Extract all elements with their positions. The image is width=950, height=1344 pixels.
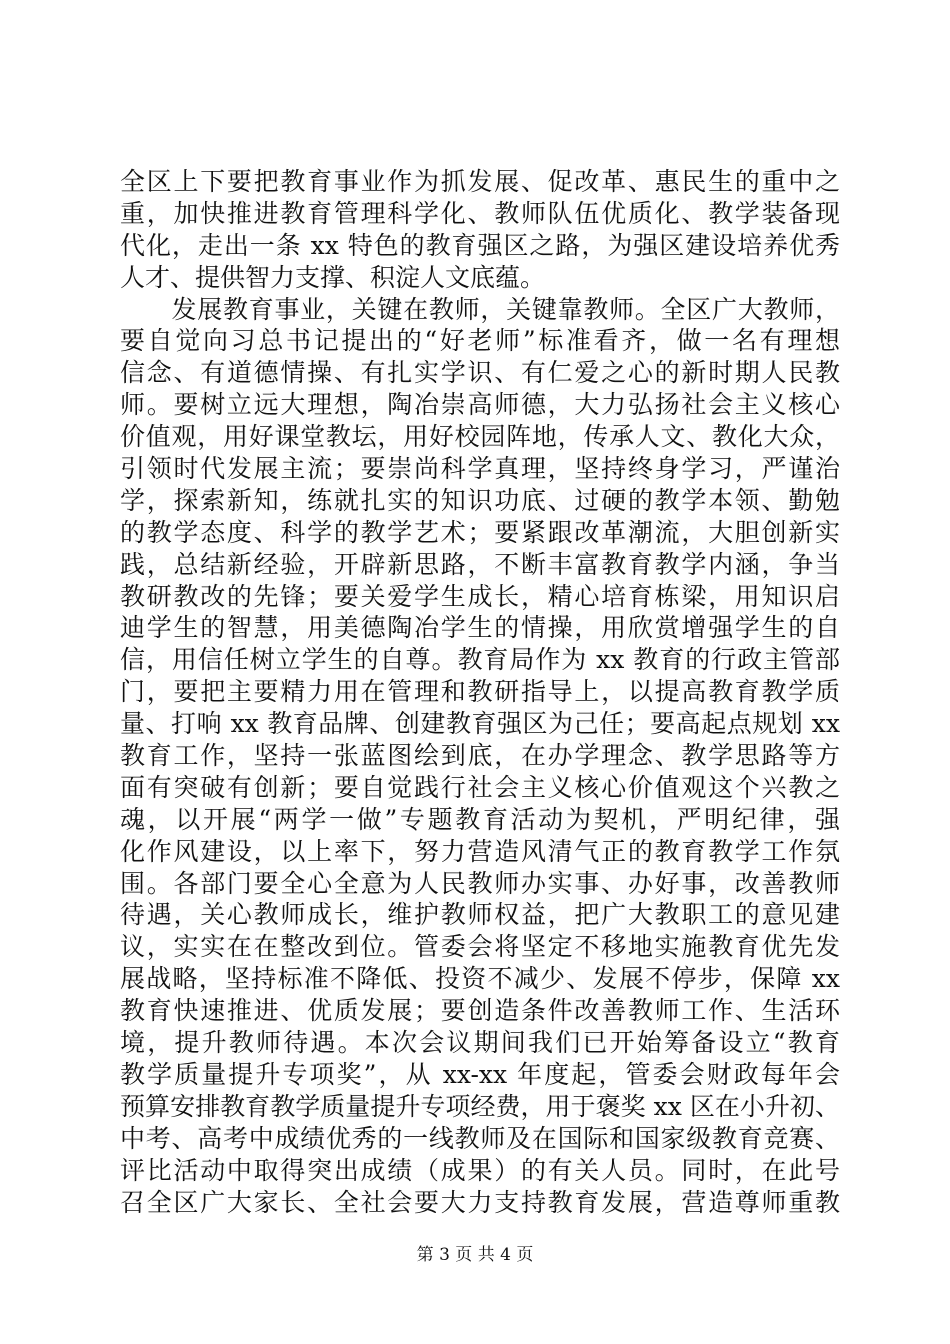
text-line: 要自觉向习总书记提出的“好老师”标准看齐，做一名有理想	[120, 326, 840, 356]
text-line: 中考、高考中成绩优秀的一线教师及在国际和国家级教育竞赛、	[120, 1123, 840, 1153]
text-line: 信念、有道德情操、有扎实学识、有仁爱之心的新时期人民教	[120, 358, 840, 388]
text-line: 的教学态度、科学的教学艺术；要紧跟改革潮流，大胆创新实	[120, 517, 840, 547]
text-line: 学，探索新知，练就扎实的知识功底、过硬的教学本领、勤勉	[120, 485, 840, 515]
text-line: 教学质量提升专项奖”，从 xx-xx 年度起，管委会财政每年会	[120, 1059, 840, 1089]
text-line: 全区上下要把教育事业作为抓发展、促改革、惠民生的重中之	[120, 167, 840, 196]
text-line: 量、打响 xx 教育品牌、创建教育强区为己任；要高起点规划 xx	[120, 709, 840, 739]
text-line: 教育工作，坚持一张蓝图绘到底，在办学理念、教学思路等方	[120, 741, 840, 771]
text-line: 教研教改的先锋；要关爱学生成长，精心培育栋梁，用知识启	[120, 581, 840, 611]
text-line: 信，用信任树立学生的自尊。教育局作为 xx 教育的行政主管部	[120, 645, 840, 675]
text-line: 围。各部门要全心全意为人民教师办实事、办好事，改善教师	[120, 868, 840, 898]
text-line: 魂，以开展“两学一做”专题教育活动为契机，严明纪律，强	[120, 804, 840, 834]
text-line: 评比活动中取得突出成绩（成果）的有关人员。同时，在此号	[120, 1155, 840, 1185]
text-line: 师。要树立远大理想，陶冶崇高师德，大力弘扬社会主义核心	[120, 390, 840, 420]
text-line: 召全区广大家长、全社会要大力支持教育发展，营造尊师重教	[120, 1187, 840, 1217]
text-line: 展战略，坚持标准不降低、投资不减少、发展不停步，保障 xx	[120, 964, 840, 994]
text-line: 价值观，用好课堂教坛，用好校园阵地，传承人文、教化大众，	[120, 422, 840, 452]
text-line: 重，加快推进教育管理科学化、教师队伍优质化、教学装备现	[120, 198, 840, 228]
text-line: 议，实实在在整改到位。管委会将坚定不移地实施教育优先发	[120, 932, 840, 962]
body-text	[120, 166, 840, 1218]
text-line: 代化，走出一条 xx 特色的教育强区之路，为强区建设培养优秀	[120, 230, 840, 260]
text-line: 人才、提供智力支撑、积淀人文底蕴。	[120, 262, 546, 292]
text-line: 面有突破有创新；要自觉践行社会主义核心价值观这个兴教之	[120, 772, 840, 802]
text-line: 待遇，关心教师成长，维护教师权益，把广大教职工的意见建	[120, 900, 840, 930]
text-line: 迪学生的智慧，用美德陶冶学生的情操，用欣赏增强学生的自	[120, 613, 840, 643]
text-line: 化作风建设，以上率下，努力营造风清气正的教育教学工作氛	[120, 836, 840, 866]
text-line: 践，总结新经验，开辟新思路，不断丰富教育教学内涵，争当	[120, 549, 840, 579]
text-line: 境，提升教师待遇。本次会议期间我们已开始筹备设立“教育	[120, 1028, 840, 1058]
page-number-footer: 第 3 页 共 4 页	[416, 1245, 534, 1265]
text-line: 教育快速推进、优质发展；要创造条件改善教师工作、生活环	[120, 996, 840, 1026]
text-line: 引领时代发展主流；要崇尚科学真理，坚持终身学习，严谨治	[120, 454, 840, 484]
text-line: 预算安排教育教学质量提升专项经费，用于褒奖 xx 区在小升初、	[120, 1091, 840, 1121]
text-line: 发展教育事业，关键在教师，关键靠教师。全区广大教师，	[120, 294, 840, 324]
text-line: 门，要把主要精力用在管理和教研指导上，以提高教育教学质	[120, 677, 840, 707]
